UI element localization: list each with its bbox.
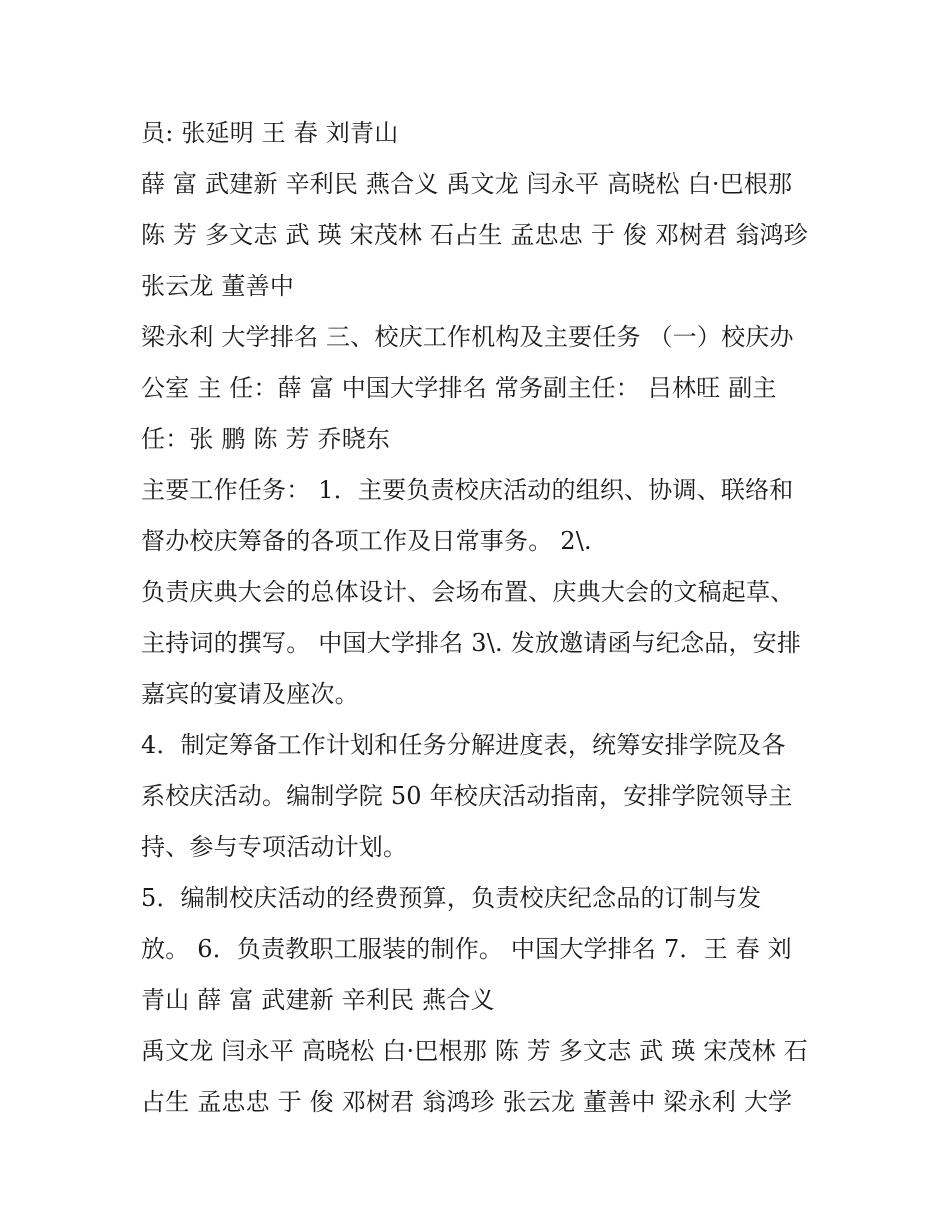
text-line: 嘉宾的宴请及座次。	[141, 680, 359, 708]
text-line: 陈 芳 多文志 武 瑛 宋茂林 石占生 孟忠忠 于 俊 邓树君 翁鸿珍	[141, 221, 808, 249]
text-line: 梁永利 大学排名 三、校庆工作机构及主要任务 （一）校庆办	[141, 323, 794, 351]
text-line: 张云龙 董善中	[141, 272, 295, 300]
text-line: 放。 6．负责教职工服装的制作。 中国大学排名 7．王 春 刘	[141, 935, 792, 963]
text-line: 持、参与专项活动计划。	[141, 833, 408, 861]
text-line: 公室 主 任：薛 富 中国大学排名 常务副主任： 吕林旺 副主	[141, 374, 777, 402]
document-body	[141, 108, 821, 1128]
text-line: 系校庆活动。编制学院 50 年校庆活动指南，安排学院领导主	[141, 782, 793, 810]
text-line: 青山 薛 富 武建新 辛利民 燕合义	[141, 986, 495, 1014]
text-line: 占生 孟忠忠 于 俊 邓树君 翁鸿珍 张云龙 董善中 梁永利 大学	[141, 1088, 793, 1116]
text-line: 薛 富 武建新 辛利民 燕合义 禹文龙 闫永平 高晓松 白·巴根那	[141, 170, 793, 198]
text-line: 主要工作任务： 1．主要负责校庆活动的组织、协调、联络和	[141, 476, 794, 504]
text-line: 员: 张延明 王 春 刘青山	[141, 119, 399, 147]
text-line: 禹文龙 闫永平 高晓松 白·巴根那 陈 芳 多文志 武 瑛 宋茂林 石	[141, 1037, 808, 1065]
text-line: 负责庆典大会的总体设计、会场布置、庆典大会的文稿起草、	[141, 578, 795, 606]
text-line: 督办校庆筹备的各项工作及日常事务。 2\.	[141, 527, 592, 555]
text-line: 任：张 鹏 陈 芳 乔晓东	[141, 425, 391, 453]
text-line: 4．制定筹备工作计划和任务分解进度表，统筹安排学院及各	[141, 731, 786, 759]
text-line: 5．编制校庆活动的经费预算，负责校庆纪念品的订制与发	[141, 884, 762, 912]
text-line: 主持词的撰写。 中国大学排名 3\. 发放邀请函与纪念品，安排	[141, 629, 802, 657]
